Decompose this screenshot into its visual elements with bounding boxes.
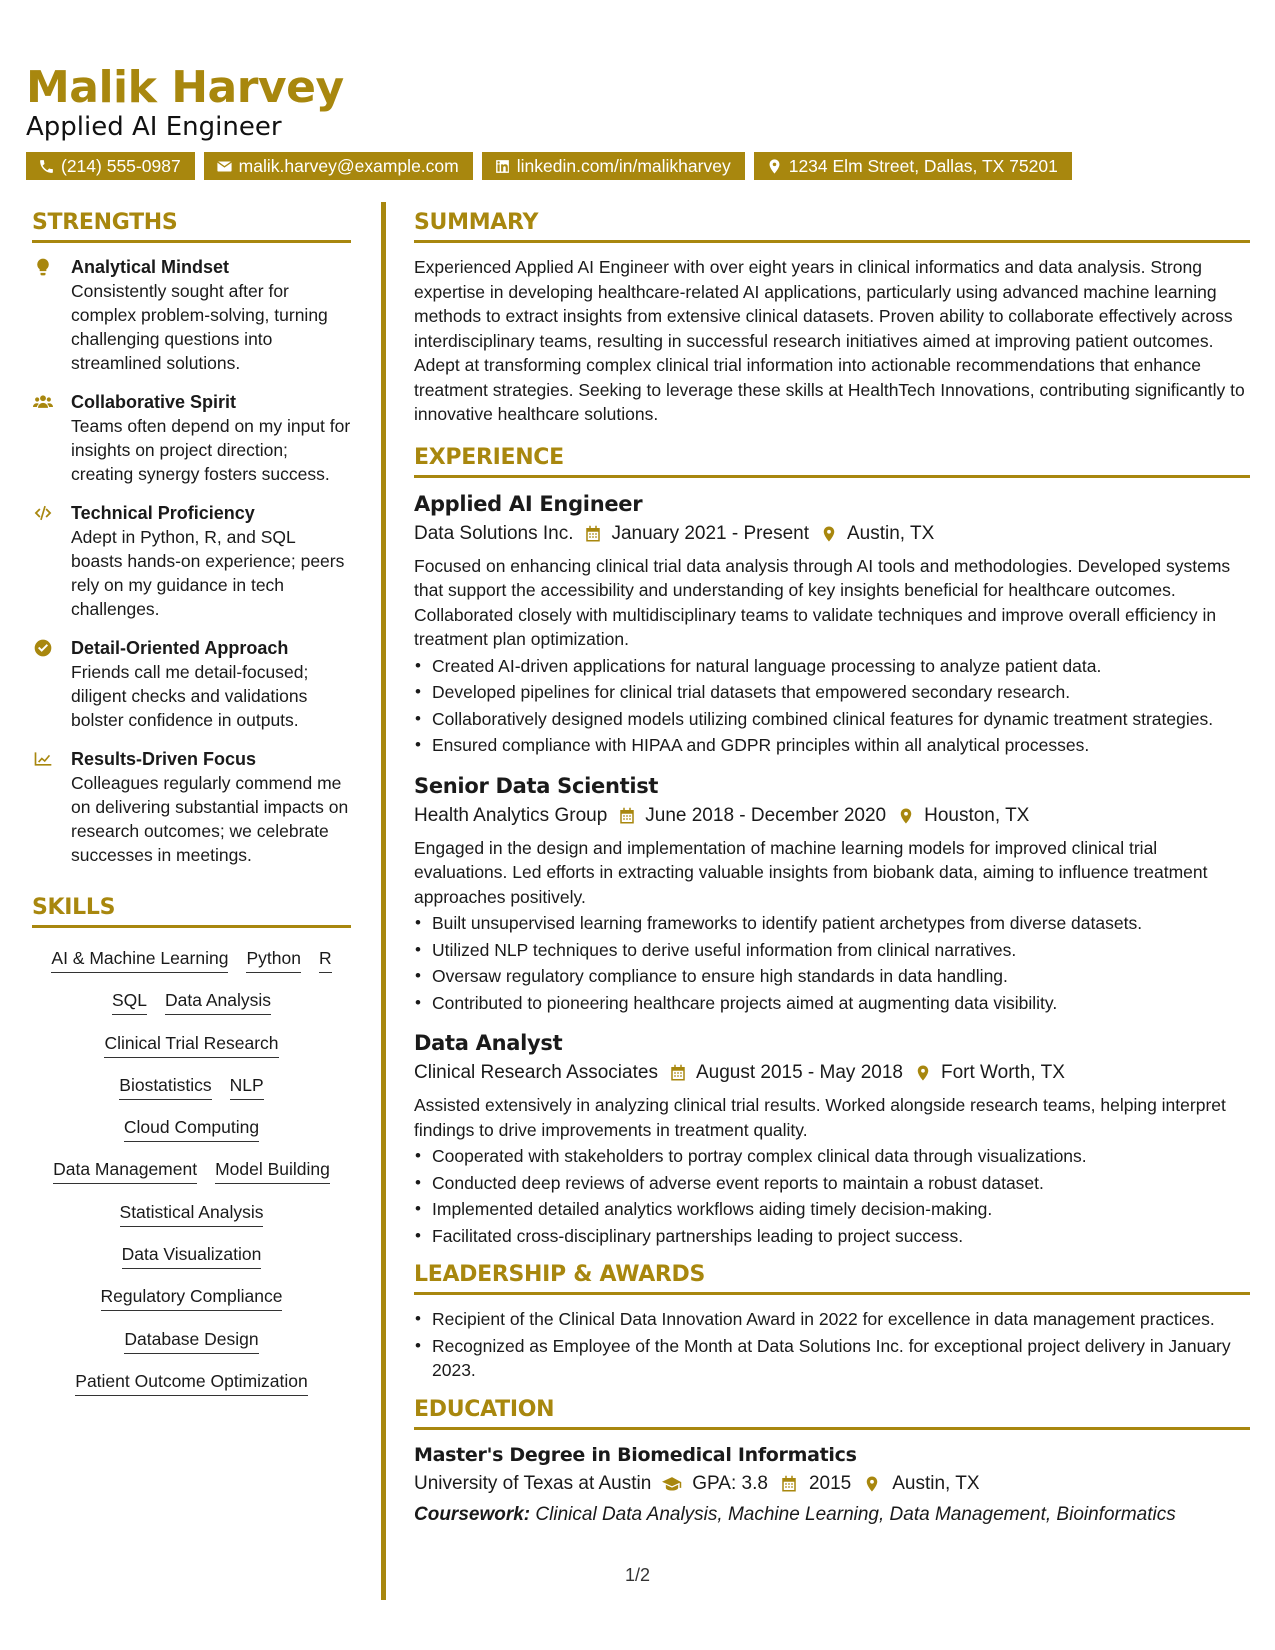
education-year: 2015 [808, 1472, 852, 1494]
coursework-label: Coursework: [414, 1503, 531, 1525]
skill-row [32, 1200, 351, 1227]
skill-row [32, 1115, 351, 1142]
education-gpa: GPA: 3.8 [692, 1472, 768, 1494]
job-entry [414, 490, 1250, 758]
skill-tag: SQL [112, 988, 147, 1015]
skill-tag: Data Analysis [165, 988, 271, 1015]
bullet-item: • Facilitated cross-disciplinary partnerships leading to project success. [414, 1224, 1250, 1249]
page-number: 1/2 [624, 1565, 651, 1585]
job-bullets [414, 654, 1250, 758]
job-description: Focused on enhancing clinical trial data analysis through AI tools and methodologies. Developed systems that support the accessibility and understanding of key insights beneficial for healthcare outcomes. Collaborated closely with multidisciplinary teams to validate techniques and improve overall efficiency in treatment plan optimization. [414, 555, 1231, 649]
chart-line-icon [32, 749, 54, 769]
job-dates: January 2021 - Present [611, 522, 809, 544]
bullet-item: • Utilized NLP techniques to derive useful information from clinical narratives. [414, 938, 1250, 963]
awards-heading: LEADERSHIP & AWARDS [414, 1262, 1250, 1295]
skill-row [32, 988, 351, 1015]
job-bullets [414, 911, 1250, 1015]
coursework-list: Clinical Data Analysis, Machine Learning, Data Management, Bioinformatics [535, 1503, 1176, 1525]
map-pin-icon [862, 1475, 882, 1493]
calendar-icon [618, 807, 636, 825]
skill-tag: Model Building [215, 1157, 330, 1184]
job-location: Austin, TX [847, 522, 935, 544]
skill-tag: NLP [230, 1073, 264, 1100]
skill-tag: Cloud Computing [124, 1115, 259, 1142]
phone-icon [38, 158, 55, 175]
skill-row [32, 1031, 351, 1058]
education-location: Austin, TX [892, 1472, 980, 1494]
strength-desc: Adept in Python, R, and SQL boasts hands-on experience; peers rely on my guidance in tech challenges. [71, 527, 345, 619]
skill-tag: Statistical Analysis [120, 1200, 264, 1227]
job-entry [414, 1029, 1250, 1248]
job-meta [414, 520, 1250, 548]
strengths-heading: STRENGTHS [32, 210, 351, 243]
email-text: malik.harvey@example.com [238, 155, 459, 176]
experience-heading: EXPERIENCE [414, 445, 1250, 478]
skill-row [32, 946, 351, 973]
education-heading: EDUCATION [414, 1397, 1250, 1430]
strength-title: Technical Proficiency [71, 503, 255, 523]
users-icon [32, 392, 54, 412]
linkedin-text: linkedin.com/in/malikharvey [516, 155, 731, 176]
job-company: Clinical Research Associates [414, 1062, 658, 1083]
skill-row [32, 1242, 351, 1269]
contact-linkedin[interactable] [482, 152, 745, 180]
contact-bar [26, 152, 1072, 180]
bullet-item: • Built unsupervised learning frameworks to identify patient archetypes from diverse datasets. [414, 911, 1250, 936]
skill-tag: Data Visualization [122, 1242, 262, 1269]
code-icon [32, 503, 54, 523]
award-item: • Recognized as Employee of the Month at Data Solutions Inc. for exceptional project delivery in January 2023. [414, 1334, 1250, 1383]
job-description: Assisted extensively in analyzing clinical trial results. Worked alongside research teams, helping interpret findings to drive improvements in treatment quality. [414, 1095, 1226, 1140]
bullet-item: • Ensured compliance with HIPAA and GDPR principles within all analytical processes. [414, 733, 1250, 758]
candidate-name: Malik Harvey [26, 62, 344, 113]
job-title: Applied AI Engineer [414, 491, 643, 516]
job-company: Data Solutions Inc. [414, 522, 574, 544]
strength-item [32, 747, 351, 867]
skill-tag: Clinical Trial Research [104, 1031, 278, 1058]
address-text: 1234 Elm Street, Dallas, TX 75201 [788, 155, 1058, 176]
summary-text: Experienced Applied AI Engineer with over eight years in clinical informatics and data analysis. Strong expertise in developing healthcare-related AI applications, particularly using advanced machine learning methods to extract insights from extensive clinical datasets. Proven ability to collaborate effectively across interdisciplinary teams, resulting in successful research initiatives aimed at improving patient outcomes. Adept at transforming complex clinical trial information into actionable recommendations that enhance treatment strategies. Seeking to leverage these skills at HealthTech Innovations, contributing significantly to innovative healthcare solutions. [414, 257, 1245, 424]
education-school: University of Texas at Austin [414, 1472, 652, 1494]
bullet-item: • Cooperated with stakeholders to portray complex clinical data through visualizations. [414, 1144, 1250, 1169]
contact-email[interactable] [204, 152, 473, 180]
job-title: Data Analyst [414, 1031, 563, 1055]
skill-tag: R [319, 946, 332, 973]
bullet-item: • Implemented detailed analytics workflows aiding timely decision-making. [414, 1197, 1250, 1222]
left-column [32, 210, 351, 1411]
strength-item [32, 636, 351, 732]
skill-tag: AI & Machine Learning [51, 946, 228, 973]
award-item: • Recipient of the Clinical Data Innovation Award in 2022 for excellence in data management practices. [414, 1307, 1250, 1332]
job-location: Fort Worth, TX [940, 1062, 1065, 1083]
education-degree: Master's Degree in Biomedical Informatics [414, 1443, 857, 1466]
education-coursework [414, 1502, 1250, 1528]
skill-tag: Data Management [53, 1157, 197, 1184]
strength-desc: Teams often depend on my input for insights on project direction; creating synergy fosters success. [71, 416, 351, 484]
job-meta [414, 1059, 1250, 1087]
graduation-cap-icon [662, 1475, 682, 1493]
skills-heading: SKILLS [32, 895, 351, 928]
bullet-item: • Collaboratively designed models utilizing combined clinical features for dynamic treatment strategies. [414, 707, 1250, 732]
contact-address [754, 152, 1072, 180]
skill-row [32, 1073, 351, 1100]
phone-text: (214) 555-0987 [61, 155, 181, 176]
column-divider [381, 202, 386, 1600]
job-entry [414, 772, 1250, 1016]
candidate-headline: Applied AI Engineer [26, 112, 282, 142]
linkedin-icon [494, 158, 511, 175]
strength-desc: Consistently sought after for complex problem-solving, turning challenging questions into streamlined solutions. [71, 281, 328, 373]
calendar-icon [584, 525, 602, 543]
calendar-icon [779, 1475, 799, 1493]
check-circle-icon [32, 638, 54, 658]
bullet-item: • Oversaw regulatory compliance to ensure high standards in data handling. [414, 964, 1250, 989]
skill-row [32, 1157, 351, 1184]
calendar-icon [669, 1064, 687, 1082]
skill-row [32, 1327, 351, 1354]
summary-heading: SUMMARY [414, 210, 1250, 243]
job-meta [414, 802, 1250, 830]
bullet-item: • Developed pipelines for clinical trial datasets that empowered secondary research. [414, 680, 1250, 705]
bullet-item: • Conducted deep reviews of adverse event reports to maintain a robust dataset. [414, 1171, 1250, 1196]
job-title: Senior Data Scientist [414, 773, 659, 798]
map-pin-icon [766, 158, 783, 175]
bullet-item: • Created AI-driven applications for natural language processing to analyze patient data. [414, 654, 1250, 679]
contact-phone[interactable] [26, 152, 195, 180]
strength-desc: Colleagues regularly commend me on delivering substantial impacts on research outcomes; we celebrate successes in meetings. [71, 773, 349, 865]
skill-row [32, 1369, 351, 1396]
skill-tag: Database Design [124, 1327, 258, 1354]
lightbulb-icon [32, 257, 54, 277]
strength-title: Analytical Mindset [71, 257, 230, 277]
strength-item [32, 501, 351, 621]
skill-tag: Biostatistics [119, 1073, 211, 1100]
job-dates: August 2015 - May 2018 [695, 1062, 903, 1083]
strength-title: Detail-Oriented Approach [71, 638, 289, 658]
awards-list [414, 1307, 1250, 1383]
job-location: Houston, TX [924, 804, 1030, 826]
bullet-item: • Contributed to pioneering healthcare projects aimed at augmenting data visibility. [414, 991, 1250, 1016]
right-column [414, 210, 1250, 1528]
education-meta [414, 1470, 1250, 1498]
skill-tag: Patient Outcome Optimization [75, 1369, 307, 1396]
envelope-icon [216, 158, 233, 175]
map-pin-icon [897, 807, 915, 825]
map-pin-icon [914, 1064, 932, 1082]
job-bullets [414, 1144, 1250, 1248]
skill-tag: Python [246, 946, 300, 973]
strength-item [32, 255, 351, 375]
job-dates: June 2018 - December 2020 [645, 804, 887, 826]
map-pin-icon [820, 525, 838, 543]
job-description: Engaged in the design and implementation of machine learning models for improved clinical trial evaluations. Led efforts in extracting valuable insights from biobank data, aiming to influence treatment approaches positively. [414, 837, 1208, 907]
skill-tag: Regulatory Compliance [101, 1284, 283, 1311]
job-company: Health Analytics Group [414, 804, 608, 826]
skill-row [32, 1284, 351, 1311]
strength-item [32, 390, 351, 486]
strength-title: Collaborative Spirit [71, 392, 237, 412]
strength-title: Results-Driven Focus [71, 749, 257, 769]
strength-desc: Friends call me detail-focused; diligent checks and validations bolster confidence in outputs. [71, 662, 309, 730]
skills-section [32, 895, 351, 1396]
